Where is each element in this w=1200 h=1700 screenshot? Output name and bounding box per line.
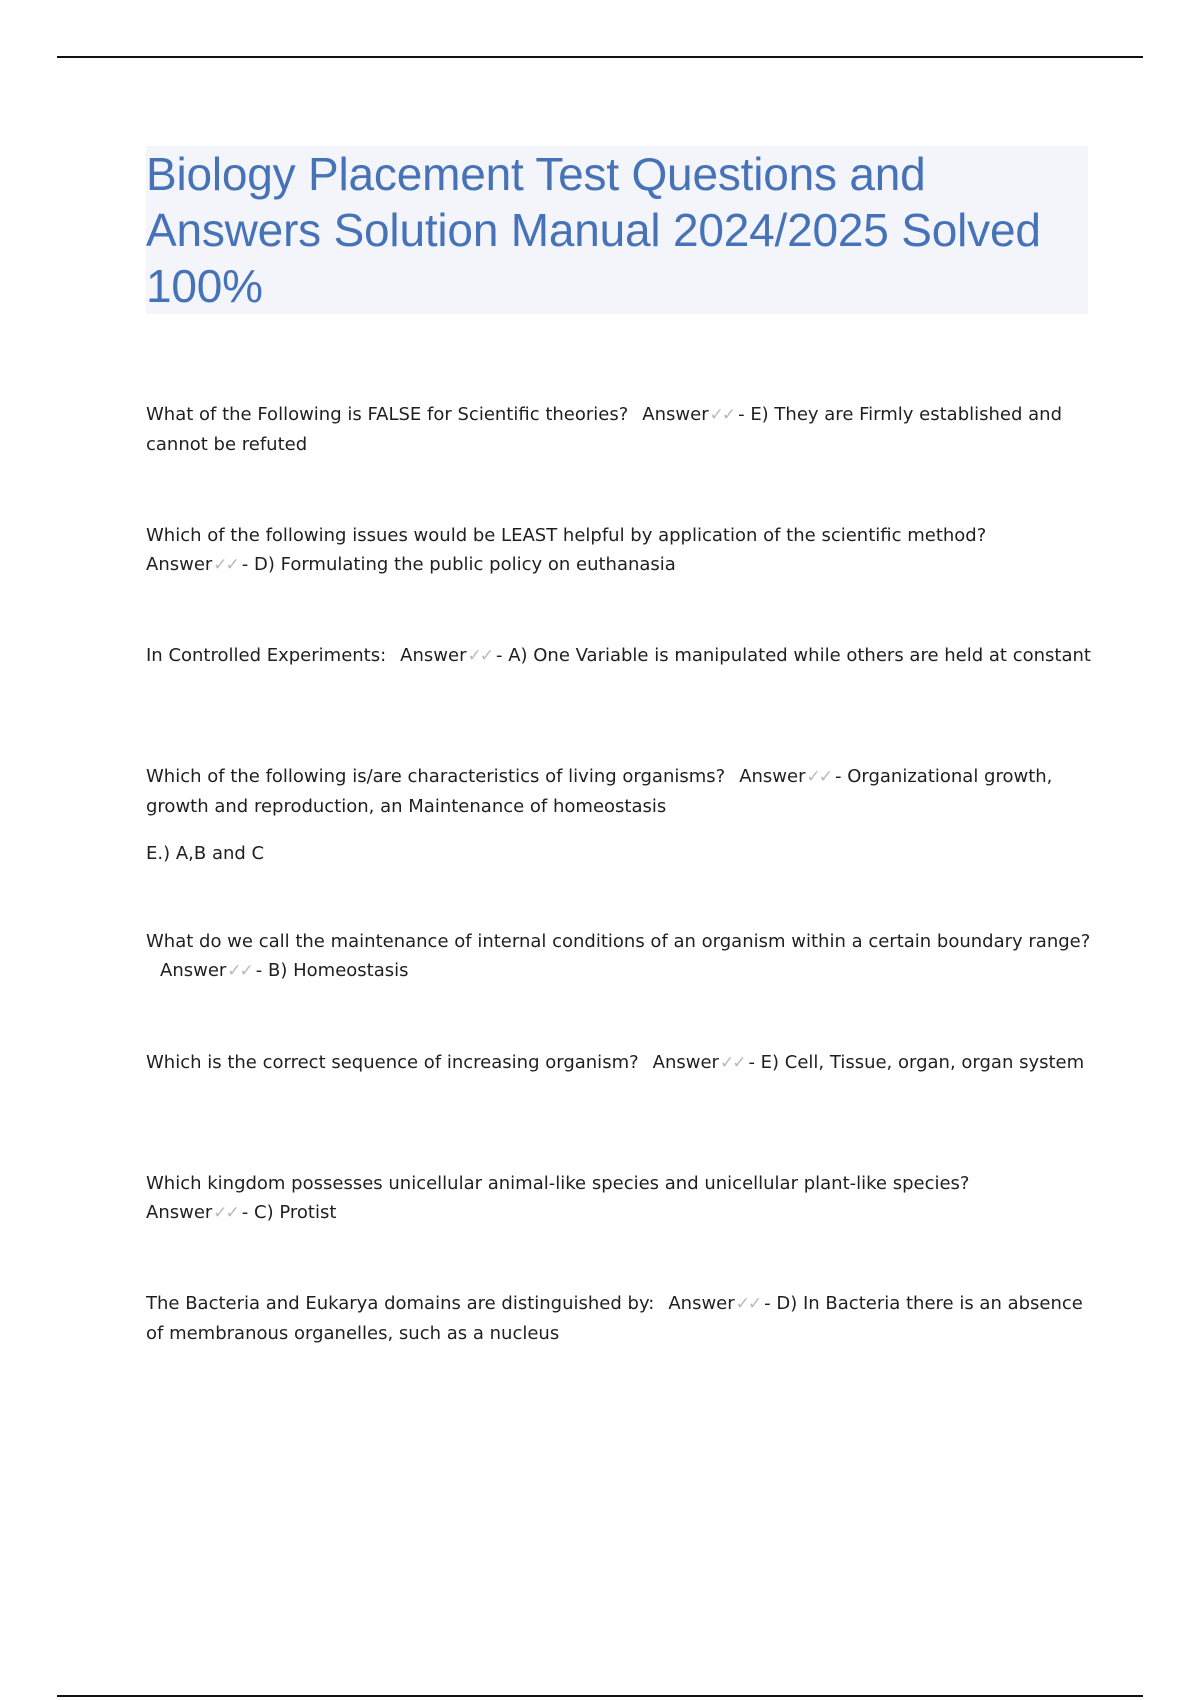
answer-label: Answer <box>652 1052 719 1073</box>
answer-label: Answer <box>146 1202 213 1223</box>
check-marks-icon: ✓✓ <box>467 646 492 666</box>
check-marks-icon: ✓✓ <box>709 405 735 425</box>
qa-item-2: Which of the following issues would be LEAST helpful by application of the scientific method? Answer✓✓ - D) Formulating the public policy on euthanasia <box>146 525 987 575</box>
check-marks-icon: ✓✓ <box>213 1203 238 1223</box>
qa-item-5: What do we call the maintenance of internal conditions of an organism within a certain boundary range?Answer✓✓ - B) Homeostasis <box>146 931 1091 981</box>
check-marks-icon: ✓✓ <box>735 1294 761 1314</box>
question-text: Which is the correct sequence of increasing organism? <box>146 1052 639 1073</box>
top-rule <box>57 56 1143 58</box>
answer-text: Organizational growth, growth and reproduction, an Maintenance of homeostasis <box>146 766 1053 817</box>
question-text: What do we call the maintenance of internal conditions of an organism within a certain boundary range? <box>146 931 1091 952</box>
check-marks-icon: ✓✓ <box>227 961 252 981</box>
qa-item-8: The Bacteria and Eukarya domains are distinguished by: Answer✓✓ - D) In Bacteria there is an absence of membranous organelles, such as a nucleus <box>146 1293 1083 1344</box>
check-marks-icon: ✓✓ <box>719 1053 745 1073</box>
check-marks-icon: ✓✓ <box>806 767 831 787</box>
question-text: In Controlled Experiments: <box>146 645 387 666</box>
question-text: What of the Following is FALSE for Scientific theories? <box>146 404 629 425</box>
answer-label: Answer <box>739 766 806 787</box>
question-text: Which of the following issues would be LEAST helpful by application of the scientific method? <box>146 525 987 546</box>
question-text: The Bacteria and Eukarya domains are distinguished by: <box>146 1293 655 1314</box>
answer-text: E) Cell, Tissue, organ, organ system <box>760 1052 1085 1073</box>
title-box <box>146 146 1088 314</box>
answer-extra: E.) A,B and C <box>146 843 265 864</box>
bottom-rule <box>57 1695 1143 1697</box>
answer-text: A) One Variable is manipulated while others are held at constant <box>508 645 1091 666</box>
qa-item-3: In Controlled Experiments: Answer✓✓ - A) One Variable is manipulated while others are held at constant <box>146 645 1091 666</box>
document-title: Biology Placement Test Questions and Answers Solution Manual 2024/2025 Solved 100% <box>146 148 1041 312</box>
answer-label: Answer <box>642 404 709 425</box>
qa-item-1: What of the Following is FALSE for Scientific theories? Answer✓✓ - E) They are Firmly established and cannot be refuted <box>146 404 1062 455</box>
answer-text: B) Homeostasis <box>268 960 409 981</box>
check-marks-icon: ✓✓ <box>213 555 238 575</box>
answer-label: Answer <box>146 554 213 575</box>
qa-item-6: Which is the correct sequence of increasing organism? Answer✓✓ - E) Cell, Tissue, organ, organ system <box>146 1052 1085 1073</box>
answer-text: D) In Bacteria there is an absence of membranous organelles, such as a nucleus <box>146 1293 1083 1344</box>
answer-label: Answer <box>668 1293 735 1314</box>
qa-item-4: Which of the following is/are characteristics of living organisms? Answer✓✓ - Organizational growth, growth and reproduction, an Maintenance of homeostasis E.) A,B and C <box>146 762 1096 868</box>
answer-text: C) Protist <box>254 1202 337 1223</box>
question-text: Which kingdom possesses unicellular animal-like species and unicellular plant-like species? <box>146 1173 970 1194</box>
qa-item-7: Which kingdom possesses unicellular animal-like species and unicellular plant-like species? Answer✓✓ - C) Protist <box>146 1173 970 1223</box>
answer-label: Answer <box>400 645 467 666</box>
answer-text: E) They are Firmly established and cannot be refuted <box>146 404 1062 455</box>
answer-label: Answer <box>160 960 227 981</box>
answer-text: D) Formulating the public policy on euthanasia <box>254 554 676 575</box>
question-text: Which of the following is/are characteristics of living organisms? <box>146 766 726 787</box>
